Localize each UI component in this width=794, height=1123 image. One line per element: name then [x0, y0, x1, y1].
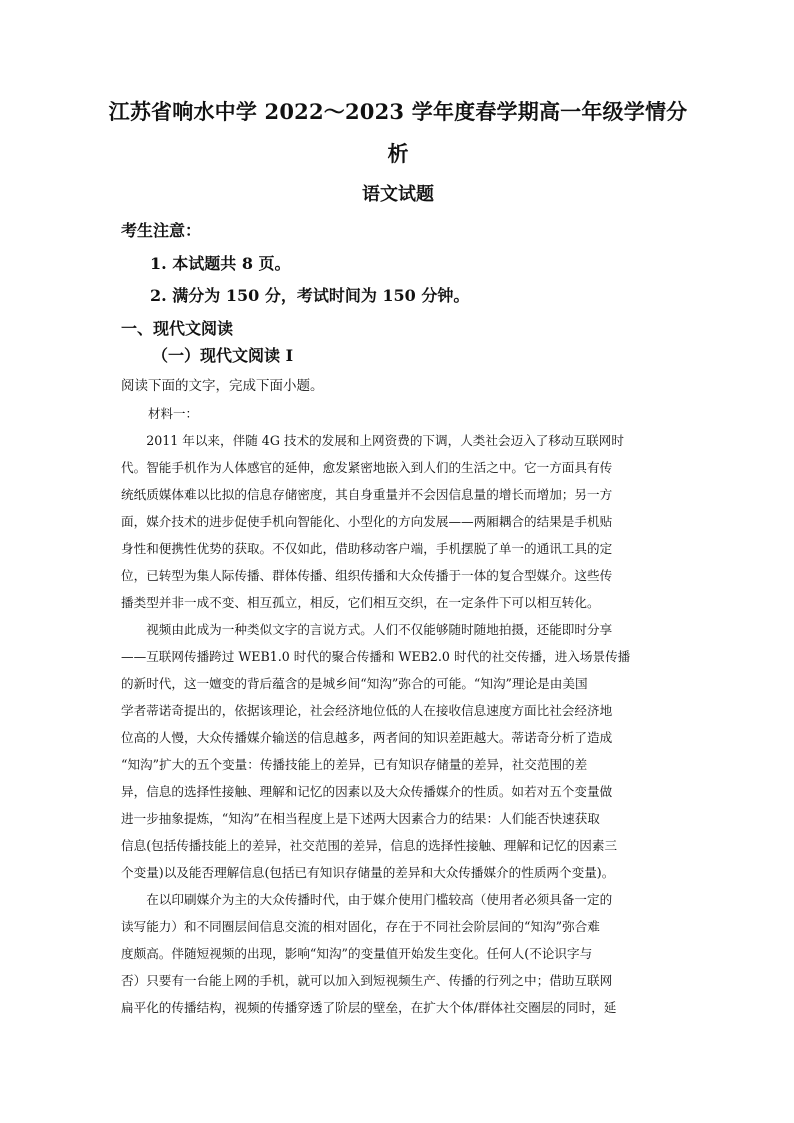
subsection-heading: （一）现代文阅读 I [152, 346, 294, 365]
text-line: 面，媒介技术的进步促使手机向智能化、小型化的方向发展——两厢耦合的结果是手机贴 [121, 514, 613, 529]
notice-item-score-time: 2. 满分为 150 分，考试时间为 150 分钟。 [150, 286, 470, 305]
notice-heading: 考生注意： [121, 221, 202, 240]
subject-title: 语文试题 [362, 184, 434, 205]
text-line: 代。智能手机作为人体感官的延伸，愈发紧密地嵌入到人们的生活之中。它一方面具有传 [121, 460, 613, 475]
text-line: 信息(包括传播技能上的差异，社交范围的差异，信息的选择性接触、理解和记忆的因素三 [121, 838, 618, 853]
material-label: 材料一： [148, 406, 199, 421]
text-line: 视频由此成为一种类似文字的言说方式。人们不仅能够随时随地拍摄，还能即时分享 [121, 622, 613, 637]
text-line: 异，信息的选择性接触、理解和记忆的因素以及大众传播媒介的性质。如若对五个变量做 [121, 784, 613, 799]
text-line: 扁平化的传播结构，视频的传播穿透了阶层的壁垒，在扩大个体/群体社交圈层的同时，延 [121, 1000, 617, 1015]
text-line: 个变量)以及能否理解信息(包括已有知识存储量的差异和大众传播媒介的性质两个变量)。 [121, 865, 615, 880]
text-line: ——互联网传播跨过 WEB1.0 时代的聚合传播和 WEB2.0 时代的社交传播，进入场景传播 [121, 649, 631, 664]
text-line: 进一步抽象提炼，“知沟”在相当程度上是下述两大因素合力的结果：人们能否快速获取 [121, 811, 600, 826]
text-line: 度颇高。伴随短视频的出现，影响“知沟”的变量值开始发生变化。任何人(不论识字与 [121, 946, 593, 961]
notice-item-pages: 1. 本试题共 8 页。 [150, 254, 291, 273]
text-line: 位高的人慢，大众传播媒介输送的信息越多，两者间的知识差距越大。蒂诺奇分析了造成 [121, 730, 613, 745]
text-line: 身性和便携性优势的获取。不仅如此，借助移动客户端，手机摆脱了单一的通讯工具的定 [121, 541, 613, 556]
text-line: 位，已转型为集人际传播、群体传播、组织传播和大众传播于一体的复合型媒介。这些传 [121, 568, 613, 583]
document-title: 江苏省响水中学 2022～2023 学年度春学期高一年级学情分 [108, 99, 688, 124]
text-line: 2011 年以来，伴随 4G 技术的发展和上网资费的下调，人类社会迈入了移动互联网时 [121, 433, 624, 448]
document-title-continued: 析 [387, 141, 409, 166]
text-line: 学者蒂诺奇提出的，依据该理论，社会经济地位低的人在接收信息速度方面比社会经济地 [121, 703, 613, 718]
text-line: 的新时代，这一嬗变的背后蕴含的是城乡间“知沟”弥合的可能。“知沟”理论是由美国 [121, 676, 588, 691]
section-heading: 一、现代文阅读 [121, 319, 234, 338]
text-line: 否）只要有一台能上网的手机，就可以加入到短视频生产、传播的行列之中；借助互联网 [121, 973, 613, 988]
text-line: 播类型并非一成不变、相互孤立，相反，它们相互交织，在一定条件下可以相互转化。 [121, 595, 600, 610]
text-line: 统纸质媒体难以比拟的信息存储密度，其自身重量并不会因信息量的增长而增加；另一方 [121, 487, 613, 502]
text-line: “知沟”扩大的五个变量：传播技能上的差异，已有知识存储量的差异，社交范围的差 [121, 757, 588, 772]
text-line: 在以印刷媒介为主的大众传播时代，由于媒介使用门槛较高（使用者必须具备一定的 [121, 892, 613, 907]
reading-instruction: 阅读下面的文字，完成下面小题。 [121, 378, 324, 394]
text-line: 读写能力）和不同圈层间信息交流的相对固化，存在于不同社会阶层间的“知沟”弥合难 [121, 919, 600, 934]
